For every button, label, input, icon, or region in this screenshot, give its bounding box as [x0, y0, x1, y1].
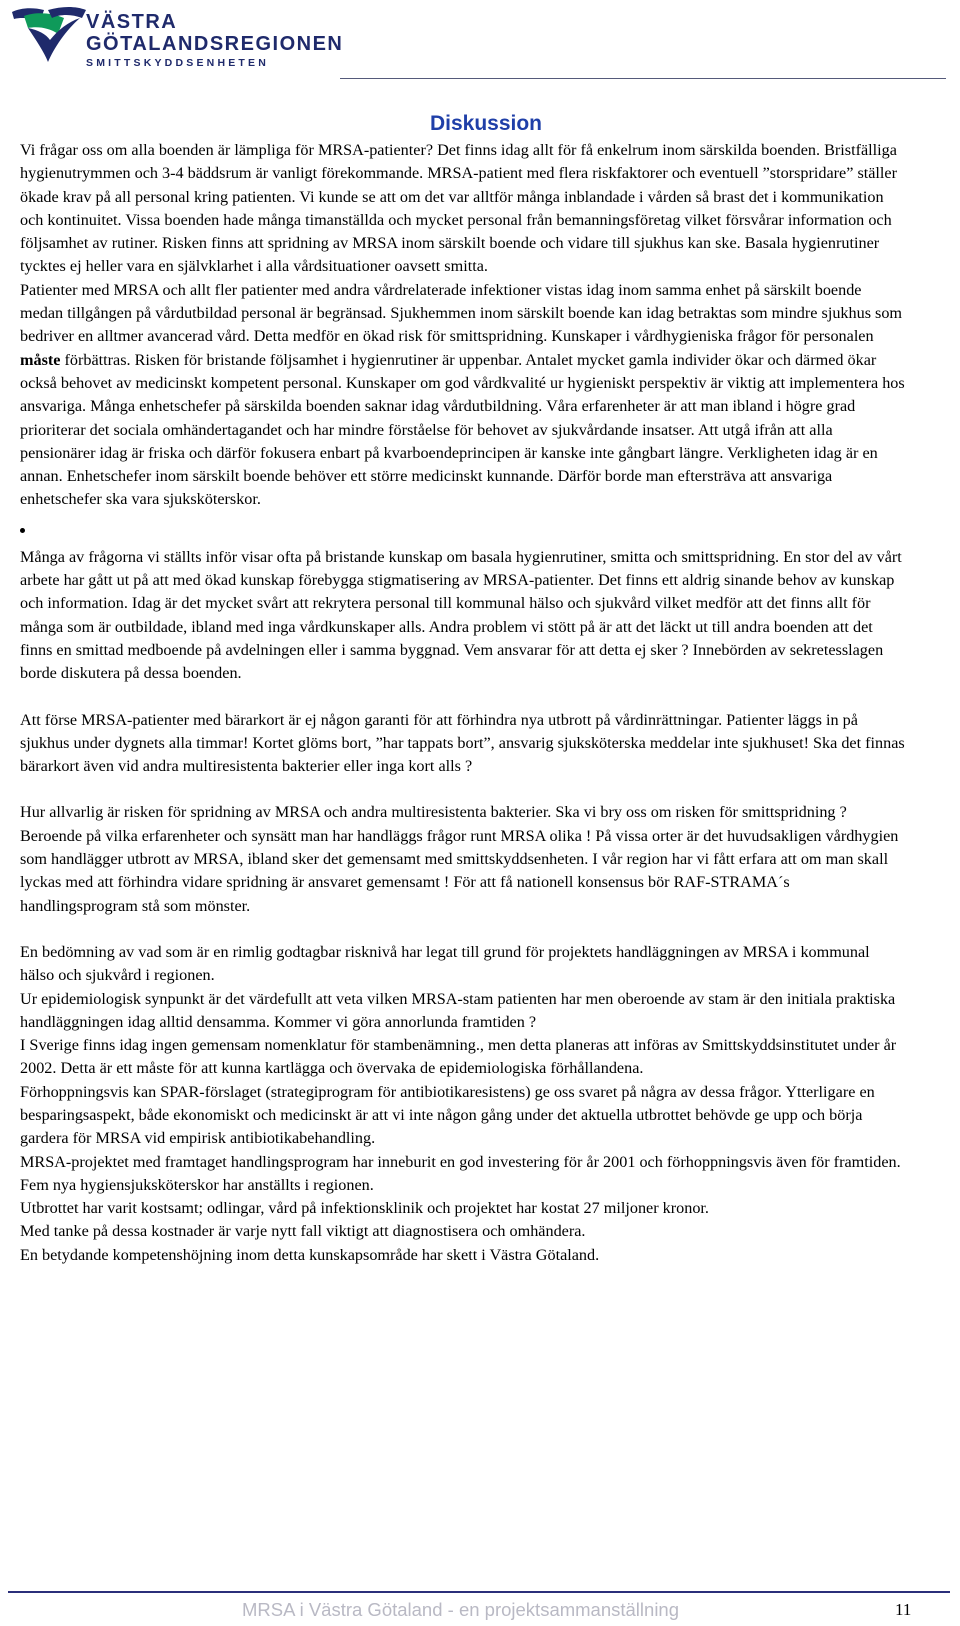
bullet-icon — [20, 528, 25, 533]
org-name-line1: VÄSTRA — [86, 11, 178, 33]
paragraph-text: Patienter med MRSA och allt fler patienter med andra vårdrelaterade infektioner vistas idag inom samma enhet på särskilt boende medan tillgången på vårdutbildad personal är begränsad. Sjukhemmen inom särskilt boende kan idag betraktas som mindre sjukhus som bedriver en alltmer avancerad vård. Detta medför en ökad risk för smittspridning. Kunskaper i vårdhygieniska frågor för personalen — [20, 280, 903, 346]
paragraph-kunskap: Många av frågorna vi ställts inför visar ofta på bristande kunskap om basala hygienrutiner, smitta och smittspridning. En stor del av vårt arbete har gått ut på att med ökad kunskap förebygga stigmatisering av MRSA-patienter. Det finns ett aldrig sinande behov av kunskap och information. Idag är det mycket svårt att rekrytera personal till kommunal hälso och sjukvård vilket medför att det finns allt för många som är outbildade, ibland med inga vårdkunskaper alls. Andra problem vi stött på är att det läckt ut till andra boenden att det finns en smittad medboende på avdelningen eller i samma byggnad. Vem ansvarar för att detta ej sker ? Innebörden av sekretesslagen borde diskutera på dessa boenden. — [20, 547, 902, 683]
org-unit-name: SMITTSKYDDSENHETEN — [86, 57, 270, 69]
emphasized-word: måste — [20, 350, 61, 369]
paragraph-text: Förhoppningsvis kan SPAR-förslaget (strategiprogram för antibiotikaresistens) ge oss svaret på några av dessa frågor. Ytterligare en besparingsaspekt, både ekonomiskt och medicinskt är att vi inte någon gång under det aktuella utbrottet behövde ge upp och börja gardera för MRSA vid empirisk antibiotikabehandling. — [20, 1082, 875, 1148]
paragraph-text: Utbrottet har varit kostsamt; odlingar, vård på infektionsklinik och projektet har kostat 27 miljoner kronor. — [20, 1199, 709, 1218]
paragraph-gap — [20, 918, 905, 941]
footer-title: MRSA i Västra Götaland - en projektsammanställning — [242, 1599, 680, 1620]
section-heading: Diskussion — [429, 112, 543, 135]
paragraph-bedomning — [20, 941, 905, 1267]
paragraph-text: Med tanke på dessa kostnader är varje nytt fall viktigt att diagnostisera och omhändera. — [20, 1222, 586, 1241]
page-number: 11 — [895, 1600, 912, 1619]
bullet-spacer — [20, 512, 905, 546]
paragraph-gap — [20, 686, 905, 709]
vastra-gotalandsregionen-logo-icon — [10, 4, 88, 66]
paragraph-text: förbättras. Risken för bristande följsamhet i hygienrutiner är uppenbar. Antalet mycket gamla individer ökar och därmed ökar också behovet av medicinskt kompetent personal. Kunskaper om god vårdkvalité ur hygieniskt perspektiv är viktig att implementera hos ansvariga. Många enhetschefer på särskilda boenden saknar idag vårdutbildning. Våra erfarenheter är att man ibland i högre grad prioriterar det sociala omhändertagandet och har mindre förståelse för behovet av sjukvårdande insatser. Att utgå ifrån att alla pensionärer idag är friska och därför fokusera enbart på kvarboendeprincipen är kanske inte gångbart längre. Verkligheten idag är en annan. Enhetschefer inom särskilt boende behöver ett större medicinskt kunnande. Därför borde man eftersträva att ansvariga enhetschefer ska vara sjuksköterskor. — [20, 350, 905, 509]
paragraph-text: En betydande kompetenshöjning inom detta kunskapsområde har skett i Västra Götaland. — [20, 1245, 600, 1264]
organization-name — [86, 11, 343, 70]
header-divider — [340, 78, 946, 79]
paragraph-gap — [20, 778, 905, 801]
paragraph-boenden — [20, 139, 905, 512]
footer-divider — [8, 1591, 950, 1593]
paragraph-text: Ur epidemiologisk synpunkt är det värdefullt att veta vilken MRSA-stam patienten har men oberoende av stam är den initiala praktiska handläggningen idag alltid densamma. Kommer vi göra annorlunda framtiden ? — [20, 989, 896, 1031]
page-header — [0, 0, 960, 82]
paragraph-text: Vi frågar oss om alla boenden är lämpliga för MRSA-patienter? Det finns idag allt för få enkelrum inom särskilda boenden. Bristfälliga hygienutrymmen och 3-4 bäddsrum är vanligt förekommande. MRSA-patient med flera riskfaktorer och eventuell ”storspridare” ställer ökade krav på all personal kring patienten. Vi kunde se att om det var alltför många inblandade i vården så brast det i kommunikation och kontinuitet. Vissa boenden hade många timanställda och mycket personal från bemanningsföretag vilket försvårar information och följsamhet av rutiner. Risken finns att spridning av MRSA inom särskilt boende och vidare till sjukhus kan ske. Basala hygienrutiner tycktes ej heller vara en självklarhet i alla vårdsituationer oavsett smitta. — [20, 141, 897, 276]
org-name-line2: GÖTALANDSREGIONEN — [86, 33, 344, 55]
paragraph-text: I Sverige finns idag ingen gemensam nomenklatur för stambenämning., men detta planeras att införas av Smittskyddsinstitutet under år 2002. Detta är ett måste för att kunna kartlägga och övervaka de epidemiologiska förhållandena. — [20, 1036, 897, 1078]
document-body — [20, 139, 905, 1267]
paragraph-bararkort: Att förse MRSA-patienter med bärarkort är ej någon garanti för att förhindra nya utbrott på vårdinrättningar. Patienter läggs in på sjukhus under dygnets alla timmar! Kortet glöms bort, ”har tappats bort”, ansvarig sjuksköterska meddelar inte sjukhuset! Ska det finnas bärarkort även vid andra multiresistenta bakterier eller inga kort alls ? — [20, 710, 905, 776]
paragraph-risk: Hur allvarlig är risken för spridning av MRSA och andra multiresistenta bakterier. Ska vi bry oss om risken för smittspridning ? Beroende på vilka erfarenheter och synsätt man har handläggs frågor runt MRSA olika ! På vissa orter är det huvudsakligen vårdhygien som handlägger utbrott av MRSA, ibland sker det gemensamt med smittskyddsenheten. I vår region har vi fått erfara att om man skall lyckas med att förhindra vidare spridning är ansvaret gemensamt ! För att få nationell konsensus bör RAF-STRAMA´s handlingsprogram stå som mönster. — [20, 803, 899, 915]
paragraph-text: En bedömning av vad som är en rimlig godtagbar risknivå har legat till grund för projektets handläggningen av MRSA i kommunal hälso och sjukvård i regionen. — [20, 942, 870, 985]
paragraph-text: MRSA-projektet med framtaget handlingsprogram har inneburit en god investering för år 2001 och förhoppningsvis även för framtiden. Fem nya hygiensjuksköterskor har anställts i regionen. — [20, 1152, 901, 1194]
